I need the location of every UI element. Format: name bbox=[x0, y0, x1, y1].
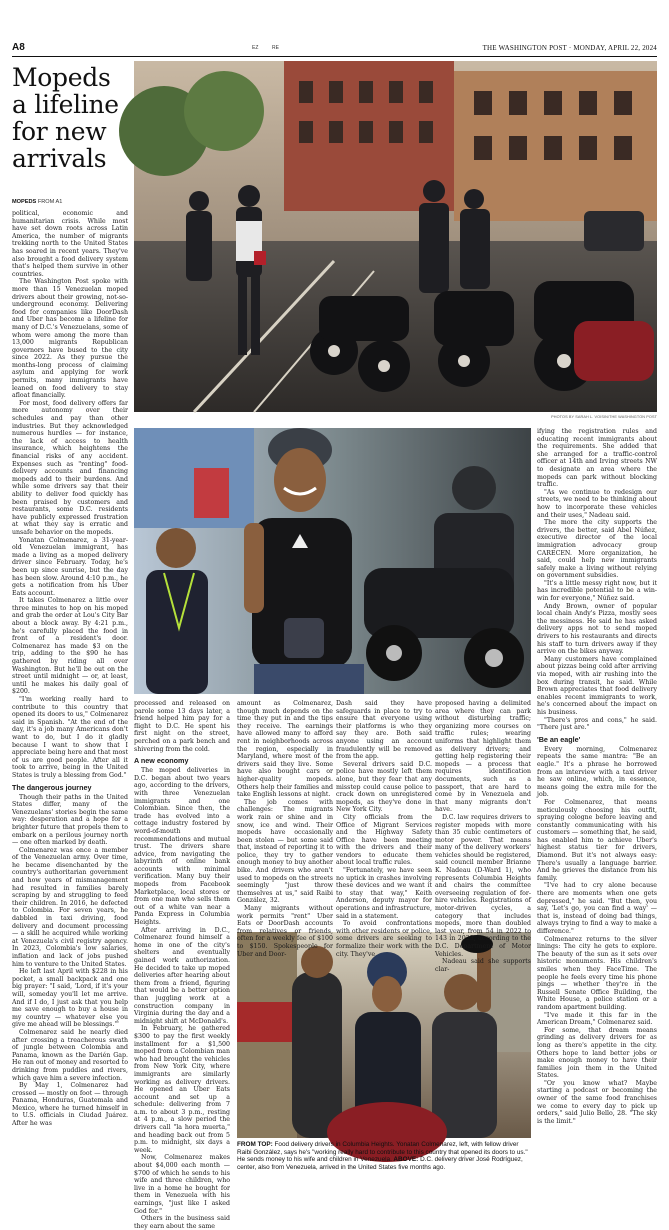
col1-para-4: Yonatan Colmenarez, a 31-year-old Venezuelan immigrant, has made a living as a moped delivery driver since February. Today, he's been up since sunrise, but the day has been slow. Around 4:10 p.m., he gets a notification from his Uber Eats account. bbox=[12, 536, 128, 597]
col1-para-8: Colmenarez was once a member of the Venezuelan army. Over time, he became disenchanted by the country's authoritarian government and how years of mismanagement had resulted in families barely scraping by and struggling to feed their children. In 2016, he defected to Colombia. For seven years, he dabbled in taxi driving, food delivery and document processing — a skill he acquired while working at Venezuela's civil registry agency. In 2023, Colombia's low salaries, inflation and lack of jobs pushed him to venture to the United States. bbox=[12, 846, 128, 968]
col4-para-5: To avoid confrontations with other residents or police, some drivers are seeking to formalize their work with the city. They've bbox=[336, 920, 432, 958]
caption-text-2: D.C. delivery driver José Rodríguez, center, also from Venezuela, arrived in the United States five months ago. bbox=[237, 1156, 523, 1171]
article-column-2 bbox=[134, 700, 230, 1230]
jump-label: MOPEDS bbox=[12, 199, 37, 205]
photo-image bbox=[134, 61, 657, 412]
col2-para-4: In February, he gathered $300 to pay the first weekly installment for a $1,500 moped from a Colombian man who had brought the vehicles from New York City, where immigrants are similarly working as delivery drivers. He opened an Uber Eats account and set up a schedule: delivering from 7 a.m. to about 3 p.m., resting at 4 p.m., a slow period the drivers call "la hora muerta," and heading back out from 5 p.m. to midnight, six days a week. bbox=[134, 1025, 230, 1154]
col2-para-1: processed and released on parole some 13 days later, a friend helped him pay for a flight to D.C. He spent his first night on the street, perched on a park bench and shivering from the cold. bbox=[134, 700, 230, 753]
col2-para-5: Now, Colmenarez makes about $4,000 each month — $700 of which he sends to his wife and three children, who live in a home he bought for them in Venezuela with his earnings, "just like I asked God for." bbox=[134, 1154, 230, 1215]
col1-para-3: For most, food delivery offers far more autonomy over their schedules and pay than other industries. But they acknowledged numerous hurdles — for instance, the lack of access to health insurance, which heightens the financial risks of any accident. Expenses such as "renting" food-delivery accounts and financing mopeds add to their burdens. And while some drivers say that their ability to deliver food quickly has been praised by customers and restaurants, some D.C. residents have publicly expressed frustration at what they say is erratic and unsafe behavior on the mopeds. bbox=[12, 399, 128, 536]
col1-para-9: He left last April with $228 in his pocket, a small backpack and one big prayer: "I said, 'Lord, if it's your will, someday you'll let me arrive. And if I do, I just ask that you help me save enough to buy a house in my country — whatever else you give me ahead will be blessings.'" bbox=[12, 968, 128, 1029]
col1-para-11: By May 1, Colmenarez had crossed — mostly on foot — through Panama, Honduras, Guatemala and Mexico, where he turned himself in to U.S. officials in Ciudad Juárez. After he was bbox=[12, 1082, 128, 1128]
article-column-1 bbox=[12, 210, 128, 1192]
col2-para-2: The moped deliveries in D.C. began about two years ago, according to the drivers, with three Venezuelan immigrants and one Colombian. Since then, the trade has evolved into a cottage industry fostered by word-of-mouth recommendations and mutual trust. The drivers share advice, from navigating the labyrinth of online bank accounts with minimal verification. Many buy their mopeds from Facebook Marketplace, local stores or from one man who sells them out of a white van near a Panda Express in Columbia Heights. bbox=[134, 767, 230, 927]
col6-para-5: Andy Brown, owner of popular local chain Andy's Pizza, mostly sees the messiness. He said he has asked delivery apps not to send moped drivers to his restaurants and directs his staff to turn drivers away if they arrive on the bikes anyway. bbox=[537, 602, 657, 656]
photo-moped-drivers-street bbox=[134, 61, 657, 412]
edition-code: EZ bbox=[252, 45, 259, 51]
col6-para-8: Every morning, Colmenarez repeats the same mantra: "Be an eagle." It's a phrase he borrowed from an interview with a taxi driver he saw online, which, in essence, means going the extra mile for the job. bbox=[537, 745, 657, 799]
col6-para-1: ifying the registration rules and educating recent immigrants about the requirements. She added that she arranged for a traffic-control officer at 14th and Irving streets NW to designate an area where the mopeds can park without blocking traffic. bbox=[537, 428, 657, 489]
col5-para-3: Nadeau said she supports clar- bbox=[435, 958, 531, 973]
col6-para-13: For some, that dream means grinding as delivery drivers for as long as there's appetite in the city. Others hope to land better jobs or make enough money to have their families join them in the United States. bbox=[537, 1026, 657, 1080]
col6-para-9: For Colmenarez, that means meticulously choosing his outfit, spraying cologne before leaving and constantly communicating with his customers — something that, he said, has enabled him to achieve Uber's highest status tier for drivers, Diamond. But it's not always easy: There's usually a language barrier. And he grieves the distance from his family. bbox=[537, 798, 657, 882]
col1-para-6: "I'm working really hard to contribute to this country that opened its doors to us," Colmenarez said in Spanish. "At the end of the day, it's a job many Americans don't want to do, but I do it gladly because I want to show that I appreciate being here and that most of us are good people. After all it took to arrive, being in the United States is truly a blessing from God." bbox=[12, 696, 128, 779]
photo-colmenarez-portrait bbox=[134, 428, 531, 694]
page-number: A8 bbox=[12, 42, 25, 53]
photo-caption bbox=[237, 1141, 531, 1171]
col6-para-6: Many customers have complained about pizzas being cold after arriving via moped, with air rushing into the box during transit, he said. While Brown appreciates that food delivery enables recent immigrants to work, he's concerned about the impact on his business. bbox=[537, 655, 657, 716]
article-column-3 bbox=[237, 700, 333, 958]
jump-from: FROM A1 bbox=[37, 199, 63, 205]
col3-para-2: The job comes with challenges: The migrants work rain or shine and in snow, ice and wind. Their mopeds have occasionally been stolen — but some said that, instead of reporting it to police, they try to gather enough money to buy another bike. And drivers who aren't used to mopeds on the streets seemingly "just throw themselves at us," said Raibi González, 32. bbox=[237, 798, 333, 905]
col3-para-3: Many migrants without work permits "rent" Uber Eats or DoorDash accounts from relatives or friends, often for a weekly fee of $100 to $150. Spokespeople for Uber and Door- bbox=[237, 905, 333, 958]
photo-image-2 bbox=[134, 428, 531, 694]
article-column-4 bbox=[336, 700, 432, 958]
col1-para-5: It takes Colmenarez a little over three minutes to hop on his moped and grab the order at Lou's City Bar about a block away. By 4:21 p.m., he's carefully placed the food in front of a resident's door. Colmenarez has made $3 on the trip, adding to the $90 he has gathered by riding all over Washington. But he'll be out on the street until midnight — or, at least, until he makes his daily goal of $200. bbox=[12, 597, 128, 696]
col6-para-12: "I've made it this far in the American Dream," Colmenarez said. bbox=[537, 1011, 657, 1027]
col5-para-2: D.C. law requires drivers to register mopeds with more than 35 cubic centimeters of motor power. That means many of the delivery workers' vehicles should be registered, said council member Brianne K. Nadeau (D-Ward 1), who represents Columbia Heights and chairs the committee overseeing regulation of for-hire vehicles. Registrations of motor-driven cycles, a category that includes mopeds, more than doubled last year, from 54 in 2022 to 143 in 2023, according to the D.C. Department of Motor Vehicles. bbox=[435, 813, 531, 958]
subhead-dangerous-journey: The dangerous journey bbox=[12, 782, 92, 792]
caption-lead-2: ABOVE: bbox=[391, 1156, 419, 1164]
article-column-5 bbox=[435, 700, 531, 973]
article-column-6 bbox=[537, 428, 657, 1192]
col2-para-6: Others in the business said they earn about the same bbox=[134, 1215, 230, 1230]
col6-para-4: "It's a little messy right now, but it has incredible potential to be a win-win for everyone," Núñez said. bbox=[537, 579, 657, 603]
col3-para-1: amount as Colmenarez, though much depends on the time they put in and the tips they receive. The earnings have allowed many to afford rent in neighborhoods across the region, especially in Maryland, where most of the drivers said they live. Some have also bought cars or higher-quality mopeds. Others help their families and take English lessons at night. bbox=[237, 700, 333, 799]
subhead-new-economy: A new economy bbox=[134, 756, 189, 766]
col4-para-2: Several drivers said D.C. police have mostly left them alone, but they fear that any misstep could cause police to crack down on unregistered mopeds, as they've done in New York City. bbox=[336, 760, 432, 814]
headline: Mopeds a lifeline for new arrivals bbox=[12, 63, 119, 173]
col4-para-1: Dash said they have safeguards in place to try to ensure that everyone using their platforms is who they say they are. Both said anyone using an account fraudulently will be removed from the app. bbox=[336, 700, 432, 761]
col1-para-7: Though their paths in the United States differ, many of the Venezuelans' stories begin the same way: desperation and a hope for a brighter future that propels them to embark on a perilous journey north — one often marked by death. bbox=[12, 793, 128, 847]
jump-line bbox=[12, 199, 130, 205]
col1-para-1: political, economic and humanitarian crisis. While most have set down roots across Latin America, the number of migrants trekking north to the United States has soared in recent years. They've also brought a food delivery system that's helped them survive in other countries. bbox=[12, 210, 128, 278]
col1-para-2: The Washington Post spoke with more than 15 Venezuelan moped drivers about their growing, not-so-underground economy. Delivering food for companies like DoorDash and Uber has become a lifeline for many of D.C.'s Venezuelans, some of whom were among the more than 13,000 migrants Republican governors have bused to the city since 2022. As they pursue the months-long process of claiming asylum and applying for work permits, many immigrants have leaned on food delivery to stay afloat financially. bbox=[12, 278, 128, 400]
col6-para-11: Colmenarez returns to the silver linings: The city he gets to explore. The beauty of the sun as it sets over historic monuments. His children's smiles when they FaceTime. The people he feels every time his phone pings — whether they're in the Russell Senate Office Building, the White House, a police station or a random apartment building. bbox=[537, 935, 657, 1011]
col6-para-2: "As we continue to redesign our streets, we need to be thinking about how to incorporate these vehicles and their uses," Nadeau said. bbox=[537, 488, 657, 519]
caption-lead: FROM TOP: bbox=[237, 1141, 273, 1148]
caption-text: Food delivery drivers in Columbia Heights. Yonatan Colmenarez, left, with fellow driver Raibi González, says he's "working really hard to contribute to this country that opened its doors to us." He sends money to his wife and children in Venezuela. bbox=[237, 1141, 528, 1164]
subhead-be-an-eagle: 'Be an eagle' bbox=[537, 734, 581, 744]
col1-para-10: Colmenarez said he nearly died after crossing a treacherous swath of jungle between Colombia and Panama, known as the Darién Gap. He ran out of money and resorted to drinking from puddles and rivers, which gave him a severe infection. bbox=[12, 1028, 128, 1082]
photo-credit: PHOTOS BY SARAH L. VOISIN/THE WASHINGTON POST bbox=[551, 415, 657, 419]
col6-para-3: The more the city supports the drivers, the better, said Abel Núñez, executive director of the local immigration advocacy group CARECEN. More organization, he said, could help new immigrants safely make a living without relying on government subsidies. bbox=[537, 519, 657, 580]
col4-para-3: City officials from the Office of Migrant Services and the Highway Safety Office have been meeting with the drivers and their vendors to educate them about local traffic rules. bbox=[336, 813, 432, 867]
col2-para-3: After arriving in D.C., Colmenarez found himself a home in one of the city's shelters and eventually gained work authorization. He decided to take up moped deliveries after hearing about them from a friend, figuring that would be a better option than juggling work at a construction company in Virginia during the day and a midnight shift at McDonald's. bbox=[134, 926, 230, 1025]
col6-para-10: "I've had to cry alone because there are moments when one gets depressed," he said. "But then, you say, 'Let's go, you can find a way' — that is, instead of doing bad things, always trying to find a way to make a difference." bbox=[537, 882, 657, 935]
header-rule bbox=[12, 56, 657, 57]
col4-para-4: "Fortunately, we have seen no uptick in crashes involving these devices and we want it to stay that way," Keith Anderson, deputy mayor for operations and infrastructure, said in a statement. bbox=[336, 867, 432, 920]
paper-date-line: THE WASHINGTON POST · MONDAY, APRIL 22, 2024 bbox=[482, 44, 657, 52]
col6-para-7: "There's pros and cons," he said. "There just are." bbox=[537, 716, 657, 732]
edition-code-2: RE bbox=[272, 45, 279, 51]
col6-para-14: "Or you know what? Maybe starting a podcast or becoming the owner of the same food franchises we come to every day to pick up orders," said Julio Bello, 28. "The sky is the limit." bbox=[537, 1079, 657, 1125]
col5-para-1: proposed having a delimited area where they can park without disturbing traffic; organizing more courses on traffic rules; wearing uniforms that highlight them as delivery drivers; and getting help registering their mopeds — a process that requires identification documents, such as a passport, that are hard to come by in Venezuela and that many migrants don't have. bbox=[435, 700, 531, 814]
